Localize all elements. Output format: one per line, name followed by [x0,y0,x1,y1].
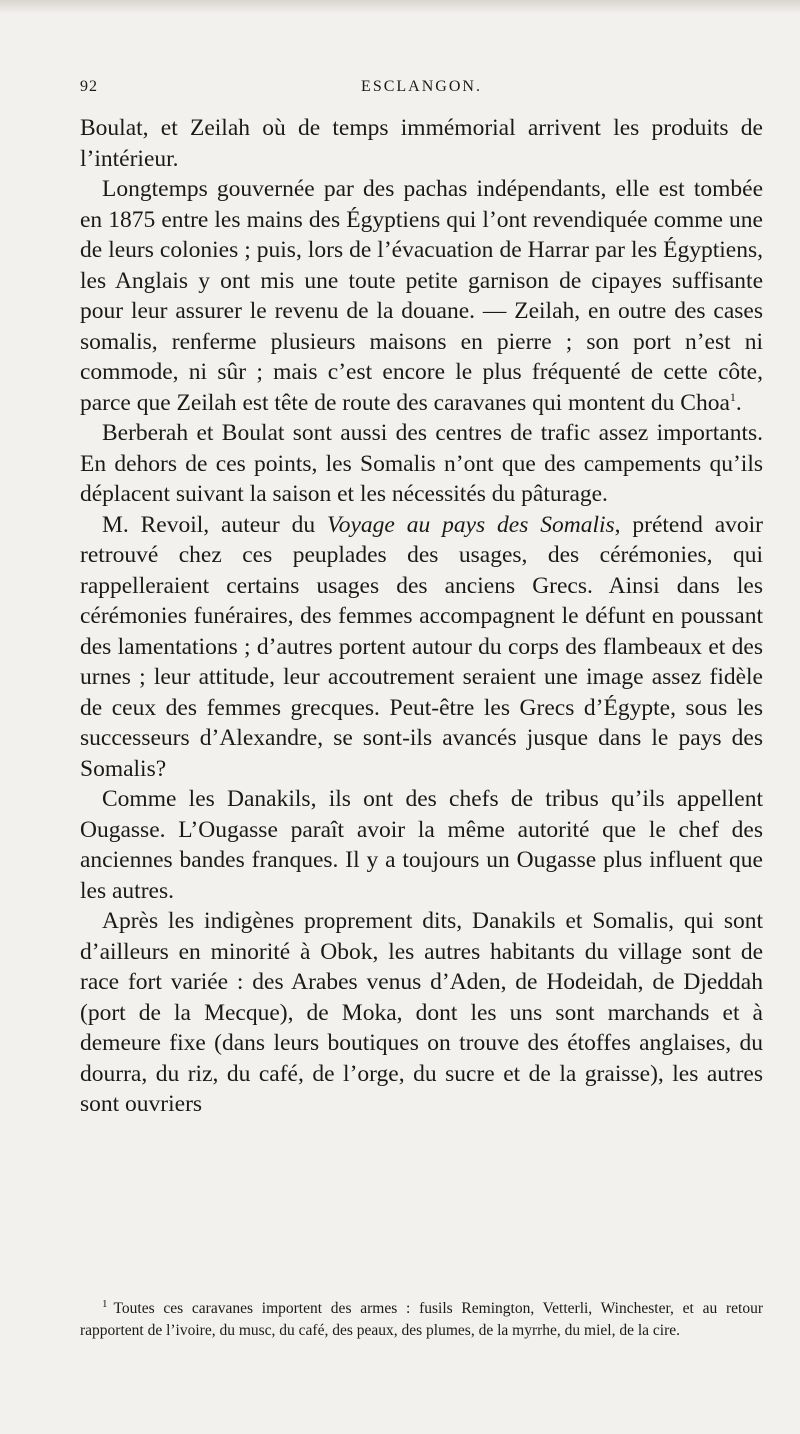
paragraph-4-rest: , prétend avoir retrouvé chez ces peuplades des usages, des cérémonies, qui rappelleraient certains usages des anciens Grecs. Ainsi dans les cérémonies funéraires, des femmes accompagnent le défunt en poussant des lamentations ; d’autres portent autour du corps des flambeaux et des urnes ; leur attitude, leur accoutrement seraient une image assez fidèle de ceux des femmes grecques. Peut-être les Grecs d’Égypte, sous les successeurs d’Alexandre, se sont-ils avancés jusque dans le pays des Somalis? [80,511,764,782]
paragraph-2-end: . [735,389,742,416]
footnote [80,1298,763,1342]
footnote-text: Toutes ces caravanes importent des armes : fusils Remington, Vetterli, Winchester, et au retour rapportent de l’ivoire, du musc, du café, des peaux, des plumes, de la myrrhe, du miel, de la cire. [80,1300,763,1339]
paragraph-5: Comme les Danakils, ils ont des chefs de tribus qu’ils appellent Ougasse. L’Ougasse paraît avoir la même autorité que le chef des anciennes bandes franques. Il y a toujours un Ougasse plus influent que les autres. [80,786,763,904]
paragraph-4 [80,510,763,785]
paragraph-2 [80,174,763,418]
paragraph-4-start: M. Revoil, auteur du [102,511,316,538]
body-text [80,113,763,1120]
paragraph-6: Après les indigènes proprement dits, Danakils et Somalis, qui sont d’ailleurs en minorité à Obok, les autres habitants du village sont de race fort variée : des Arabes venus d’Aden, de Hodeidah, de Djeddah (port de la Mecque), de Moka, dont les uns sont marchands et à demeure fixe (dans leurs boutiques on trouve des étoffes anglaises, du dourra, du riz, du café, de l’orge, du sucre et de la graisse), les autres sont ouvriers [80,908,763,1117]
page-header [80,78,763,104]
footnote-marker: 1 [102,1297,108,1310]
paragraph-3: Berberah et Boulat sont aussi des centres de trafic assez importants. En dehors de ces points, les Somalis n’ont que des campements qu’ils déplacent suivant la saison et les nécessités du pâturage. [80,420,763,507]
running-head: ESCLANGON. [361,78,482,95]
page-top-edge [0,0,800,14]
footnote-reference: 1 [729,389,736,404]
paragraph-2-text: Longtemps gouvernée par des pachas indépendants, elle est tombée en 1875 entre les mains des Égyptiens qui l’ont revendiquée comme une de leurs colonies ; puis, lors de l’évacuation de Harrar par les Égyptiens, les Anglais y ont mis une toute petite garnison de cipayes suffisante pour leur assurer le revenu de la douane. — Zeilah, en outre des cases somalis, renferme plusieurs maisons en pierre ; son port n’est ni commode, ni sûr ; mais c’est encore le plus fréquenté de cette côte, parce que Zeilah est tête de route des caravanes qui montent du Choa [80,176,763,416]
page-number: 92 [80,78,98,95]
paragraph-1: Boulat, et Zeilah où de temps immémorial arrivent les produits de l’intérieur. [80,115,763,172]
book-title: Voyage au pays des Somalis [327,511,615,538]
